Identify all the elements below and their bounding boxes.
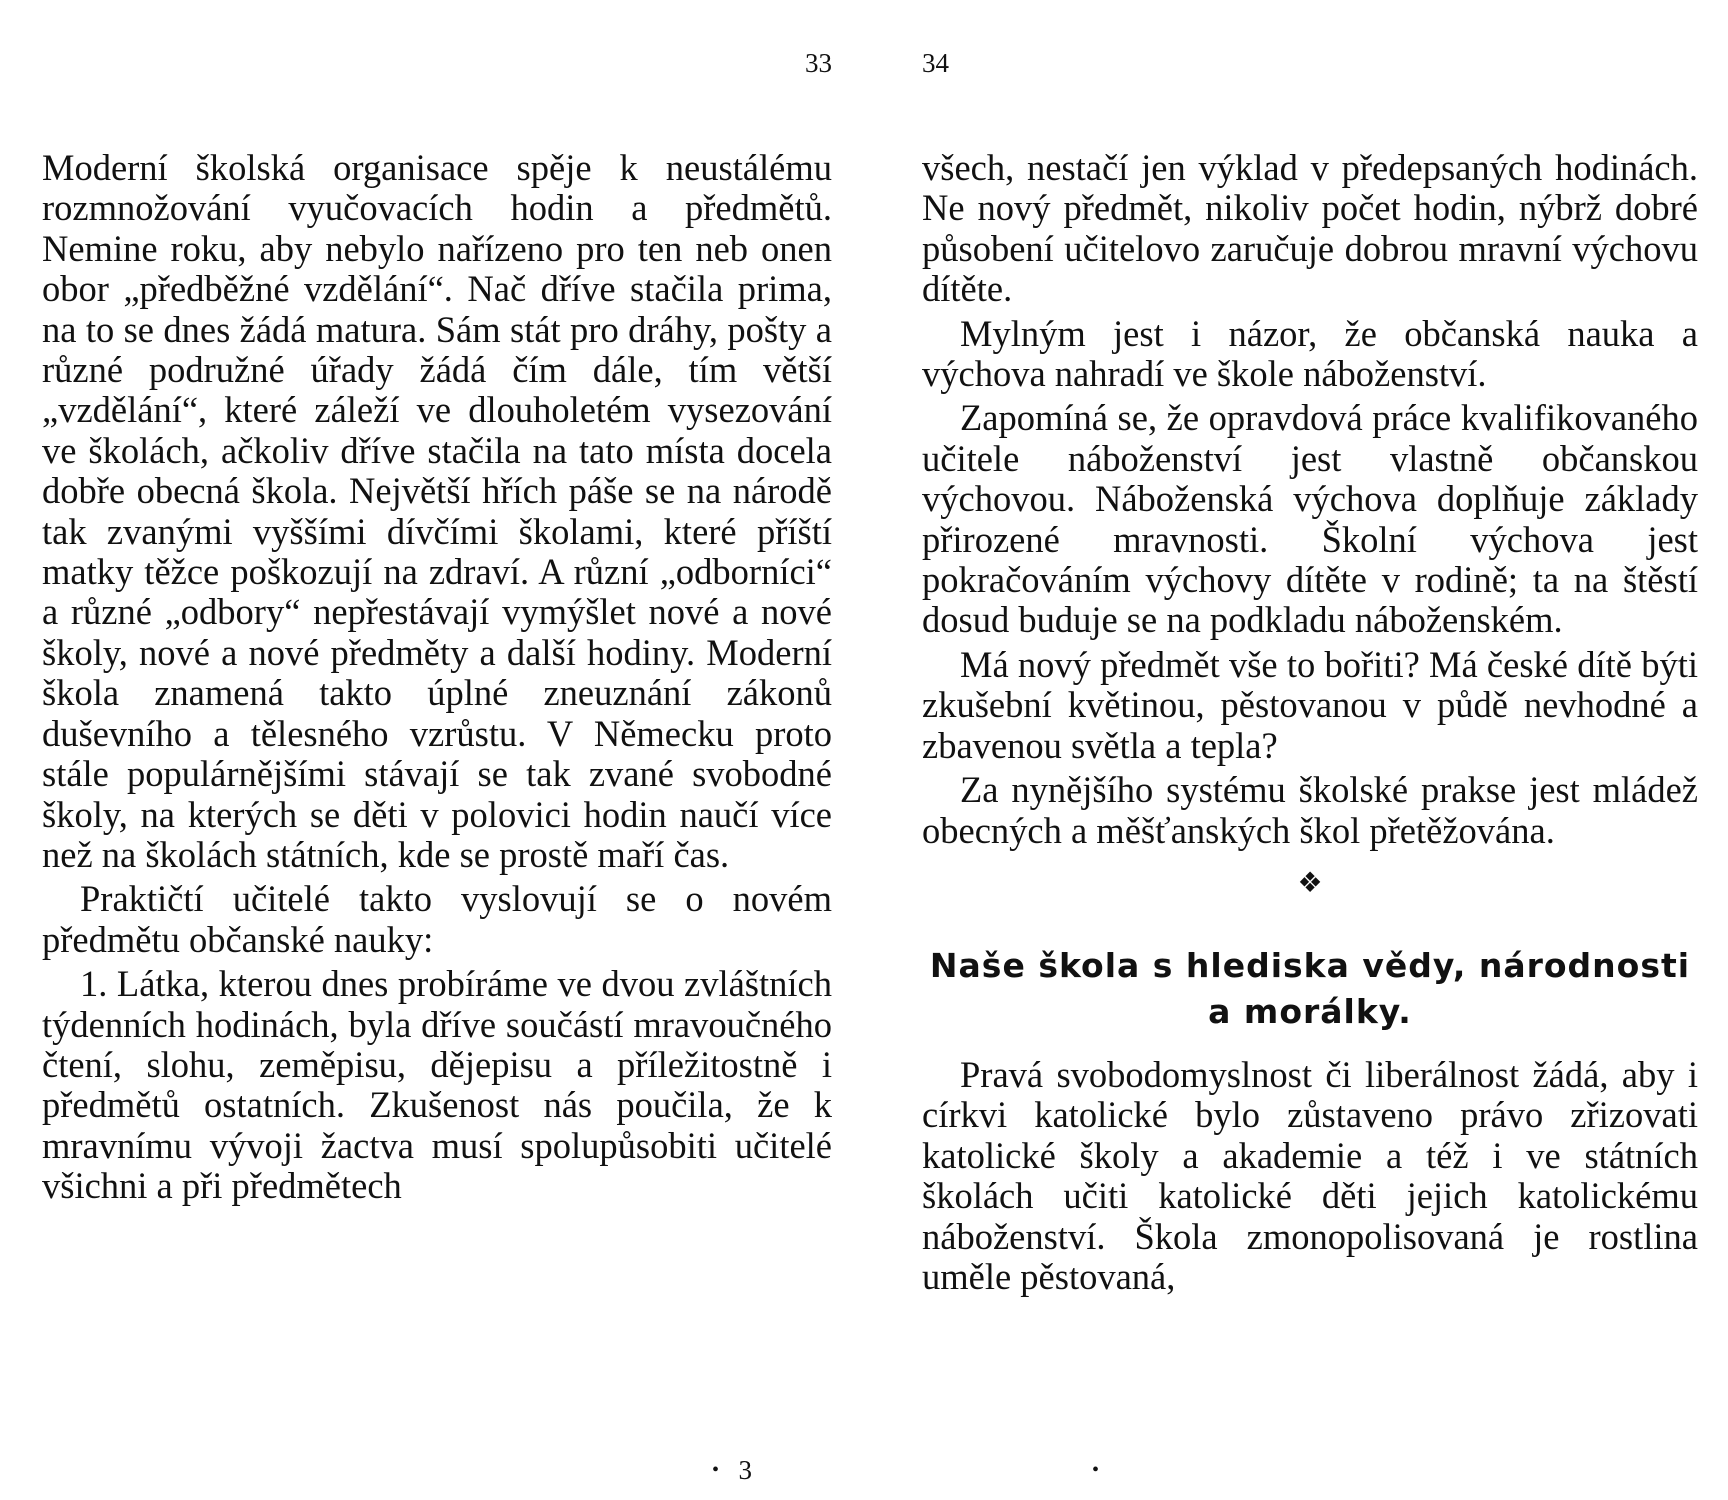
paragraph: 1. Látka, kterou dnes probíráme ve dvou zvláštních týdenních hodinách, byla dříve součástí mravoučného čtení, slohu, zeměpisu, dějepisu a příležitostně i předmětů ostatních. Zkušenost nás poučila, že k mravnímu vývoji žactva musí spolupůsobiti učitelé všichni a při předmětech [42, 963, 832, 1207]
signature-mark: 3 [738, 1455, 752, 1485]
left-page [42, 0, 832, 1500]
page-number: 33 [805, 48, 832, 78]
paragraph: Zapomíná se, že opravdová práce kvalifikovaného učitele náboženství jest vlastně občanskou výchovou. Náboženská výchova doplňuje základy přirozené mravnosti. Školní výchova jest pokračováním výchovy dítěte v rodině; ta na štěstí dosud buduje se na podkladu náboženském. [922, 397, 1698, 641]
section-heading: Naše škola s hlediska vědy, národnosti a morálky. [929, 945, 1691, 1031]
page-number: 34 [922, 48, 949, 78]
page-body [42, 148, 832, 1211]
paragraph: Za nynějšího systému školské prakse jest mládež obecných a měšťanských škol přetěžována. [922, 769, 1698, 851]
footer-mark: • [712, 1459, 720, 1481]
page-body [922, 148, 1698, 1301]
paragraph: Praktičtí učitelé takto vyslovují se o novém předmětu občanské nauky: [42, 878, 832, 960]
paragraph: Pravá svobodomyslnost či liberálnost žádá, aby i církvi katolické bylo zůstaveno právo zřizovati katolické školy a akademie a též i ve státních školách učiti katolické děti jejich katolickému náboženství. Škola zmonopolisovaná je rostlina uměle pěstovaná, [922, 1053, 1698, 1297]
paragraph: všech, nestačí jen výklad v předepsaných hodinách. Ne nový předmět, nikoliv počet hodin, nýbrž dobré působení učitelovo zaručuje dobrou mravní výchovu dítěte. [922, 147, 1698, 310]
right-page [922, 0, 1698, 1500]
ornament-icon: ❖ [1297, 867, 1323, 899]
footer-mark: • [1092, 1459, 1100, 1481]
paragraph: Mylným jest i názor, že občanská nauka a výchova nahradí ve škole náboženství. [922, 312, 1698, 395]
paragraph: Má nový předmět vše to bořiti? Má české dítě býti zkušební květinou, pěstovanou v půdě nevhodné a zbavenou světla a tepla? [922, 643, 1698, 766]
paragraph: Moderní školská organisace spěje k neustálému rozmnožování vyučovacích hodin a předmětů. Nemine roku, aby nebylo nařízeno pro ten neb onen obor „předběžné vzdělání“. Nač dříve stačila prima, na to se dnes žádá matura. Sám stát pro dráhy, pošty a různé podružné úřady žádá čím dále, tím větší „vzdělání“, které záleží ve dlouholetém vysezování ve školách, ačkoliv dříve stačila na tato místa docela dobře obecná škola. Největší hřích páše se na národě tak zvanými vyššími dívčími školami, které příští matky těžce poškozují na zdraví. A různí „odborníci“ a různé „odbory“ nepřestávají vymýšlet nové a nové školy, nové a nové předměty a další hodiny. Moderní škola znamená takto úplné zneuznání zákonů duševního a tělesného vzrůstu. V Německu proto stále populárnějšími stávají se tak zvané svobodné školy, na kterých se děti v polovici hodin naučí více než na školách státních, kde se prostě maří čas. [42, 147, 832, 875]
